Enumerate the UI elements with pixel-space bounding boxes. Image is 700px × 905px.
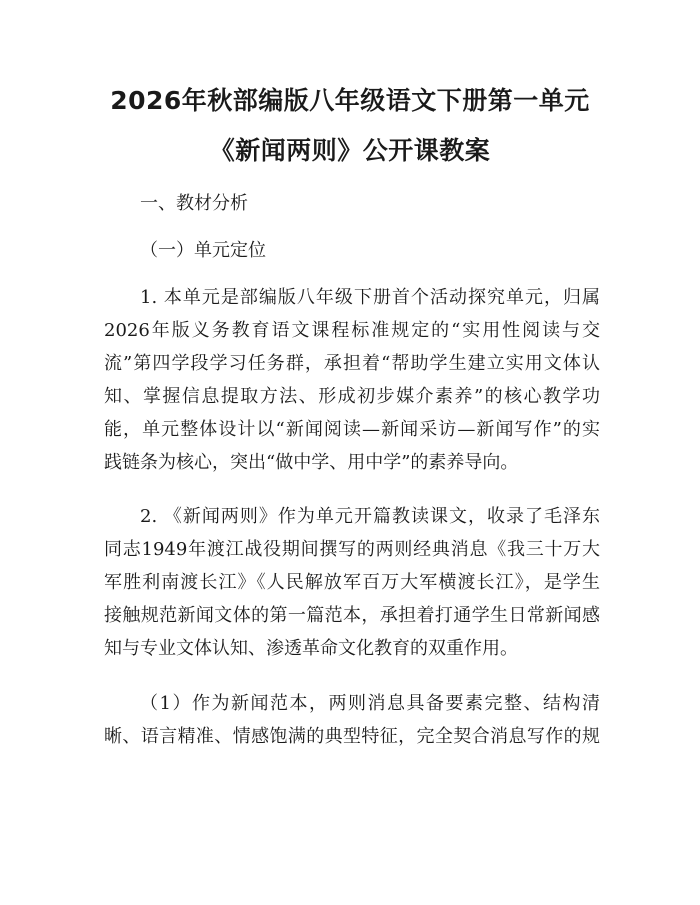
paragraph-3-line-1: （1）作为新闻范本，两则消息具备要素完整、结构清	[140, 693, 600, 714]
subsection-heading-unit-positioning: （一）单元定位	[140, 240, 266, 261]
paragraph-1-line-2: 2026年版义务教育语文课程标准规定的“实用性阅读与交	[104, 320, 600, 341]
document-title-line-2: 《新闻两则》公开课教案	[209, 136, 491, 165]
paragraph-2-line-4: 接触规范新闻文体的第一篇范本，承担着打通学生日常新闻感	[104, 605, 600, 626]
paragraph-1-line-4: 知、掌握信息提取方法、形成初步媒介素养”的核心教学功	[104, 386, 600, 407]
section-heading-textbook-analysis: 一、教材分析	[140, 193, 248, 214]
paragraph-2-line-2: 同志1949年渡江战役期间撰写的两则经典消息《我三十万大	[104, 539, 600, 560]
paragraph-2-line-1: 2. 《新闻两则》作为单元开篇教读课文，收录了毛泽东	[140, 506, 600, 527]
paragraph-3-line-2: 晰、语言精准、情感饱满的典型特征，完全契合消息写作的规	[104, 726, 600, 747]
document-title-line-1: 2026年秋部编版八年级语文下册第一单元	[110, 86, 590, 115]
paragraph-1-line-6: 践链条为核心，突出“做中学、用中学”的素养导向。	[104, 452, 519, 473]
paragraph-1-line-1: 1. 本单元是部编版八年级下册首个活动探究单元，归属	[140, 287, 600, 308]
paragraph-1-line-5: 能，单元整体设计以“新闻阅读—新闻采访—新闻写作”的实	[104, 419, 600, 440]
paragraph-2-line-3: 军胜利南渡长江》《人民解放军百万大军横渡长江》，是学生	[104, 572, 600, 593]
paragraph-2-line-5: 知与专业文体认知、渗透革命文化教育的双重作用。	[104, 638, 518, 659]
paragraph-1-line-3: 流”第四学段学习任务群，承担着“帮助学生建立实用文体认	[104, 353, 600, 374]
